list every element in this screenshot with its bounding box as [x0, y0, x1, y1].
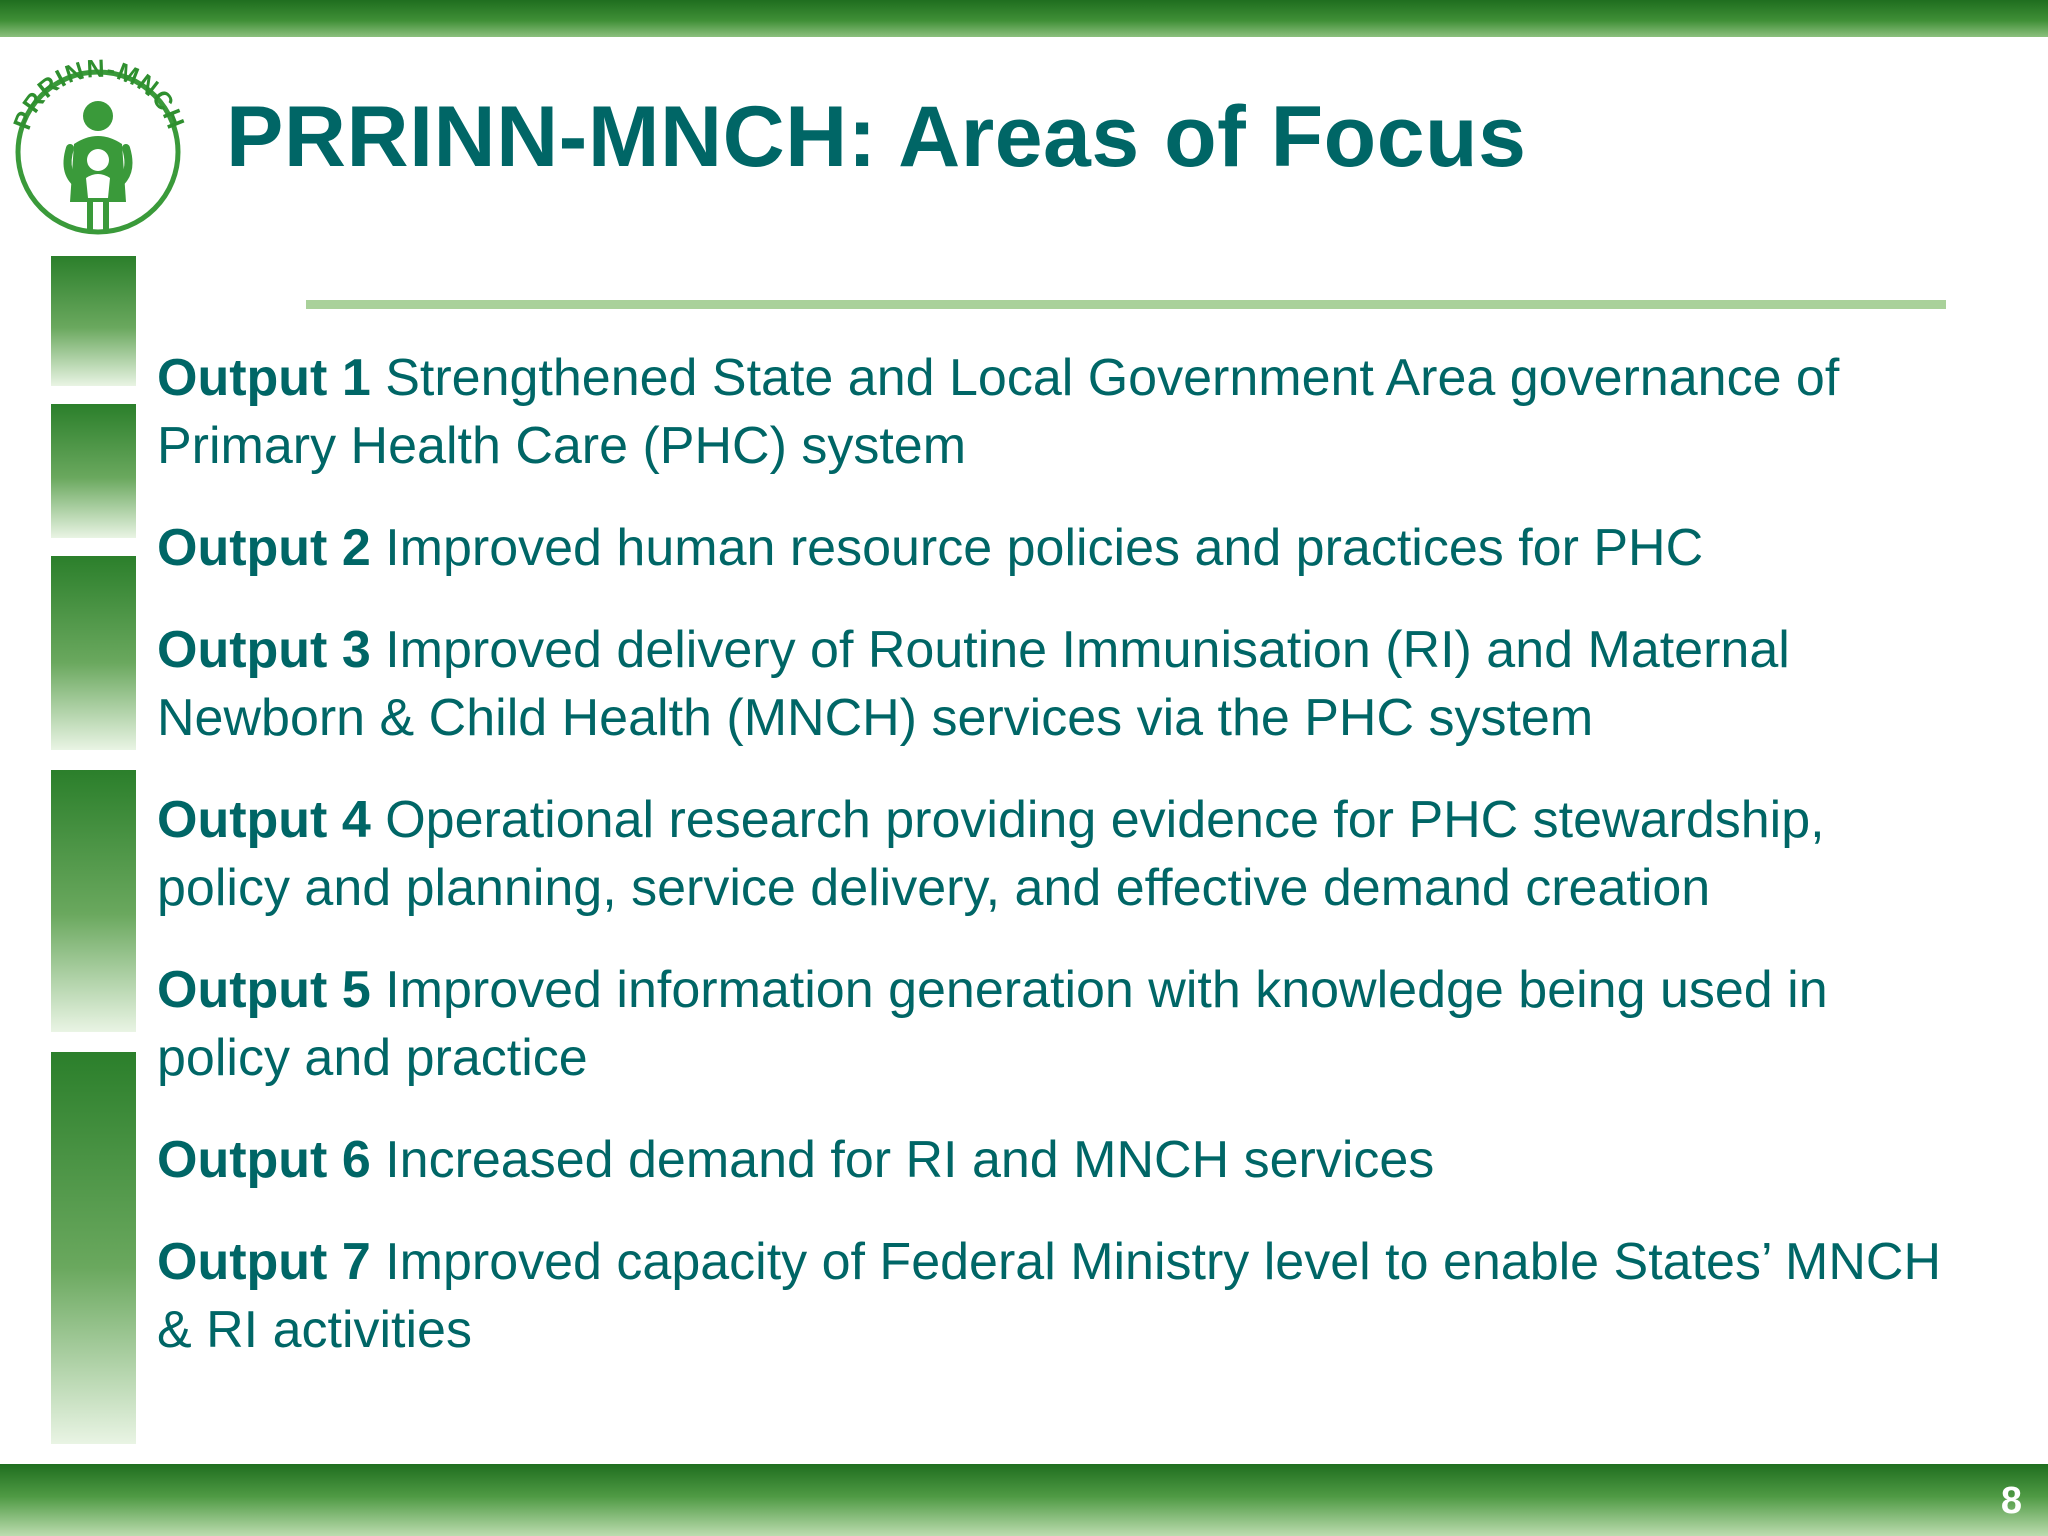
output-item [157, 616, 1957, 752]
svg-text:PRRINN-MNCH: PRRINN-MNCH [8, 54, 190, 134]
output-label: Output 2 [157, 519, 371, 577]
outputs-list [157, 344, 1957, 1398]
side-accent-block [51, 556, 136, 750]
output-description: Improved delivery of Routine Immunisation (RI) and Maternal Newborn & Child Health (MNCH) services via the PHC system [157, 621, 1790, 747]
output-item [157, 956, 1957, 1092]
output-label: Output 5 [157, 961, 371, 1019]
output-item [157, 786, 1957, 922]
output-description: Improved information generation with knowledge being used in policy and practice [157, 961, 1828, 1087]
output-description: Operational research providing evidence for PHC stewardship, policy and planning, service delivery, and effective demand creation [157, 791, 1825, 917]
output-label: Output 3 [157, 621, 371, 679]
title-divider [306, 300, 1946, 309]
side-accent-block [51, 404, 136, 538]
logo [4, 52, 192, 240]
output-item [157, 1228, 1957, 1364]
output-item [157, 344, 1957, 480]
page-number: 8 [2000, 1480, 2022, 1522]
output-label: Output 4 [157, 791, 371, 849]
output-description: Strengthened State and Local Government Area governance of Primary Health Care (PHC) system [157, 349, 1840, 475]
mother-child-figure-icon [4, 52, 192, 240]
output-item [157, 1126, 1957, 1194]
output-label: Output 7 [157, 1233, 371, 1291]
output-description: Increased demand for RI and MNCH services [385, 1131, 1435, 1189]
side-accent-block [51, 256, 136, 386]
output-label: Output 1 [157, 349, 371, 407]
output-label: Output 6 [157, 1131, 371, 1189]
output-description: Improved human resource policies and practices for PHC [385, 519, 1704, 577]
top-banner [0, 0, 2048, 37]
output-description: Improved capacity of Federal Ministry level to enable States’ MNCH & RI activities [157, 1233, 1942, 1359]
bottom-banner [0, 1464, 2048, 1536]
side-accent-block [51, 770, 136, 1032]
slide-title: PRRINN-MNCH: Areas of Focus [226, 89, 1527, 185]
side-accent-block [51, 1052, 136, 1444]
output-item [157, 514, 1957, 582]
